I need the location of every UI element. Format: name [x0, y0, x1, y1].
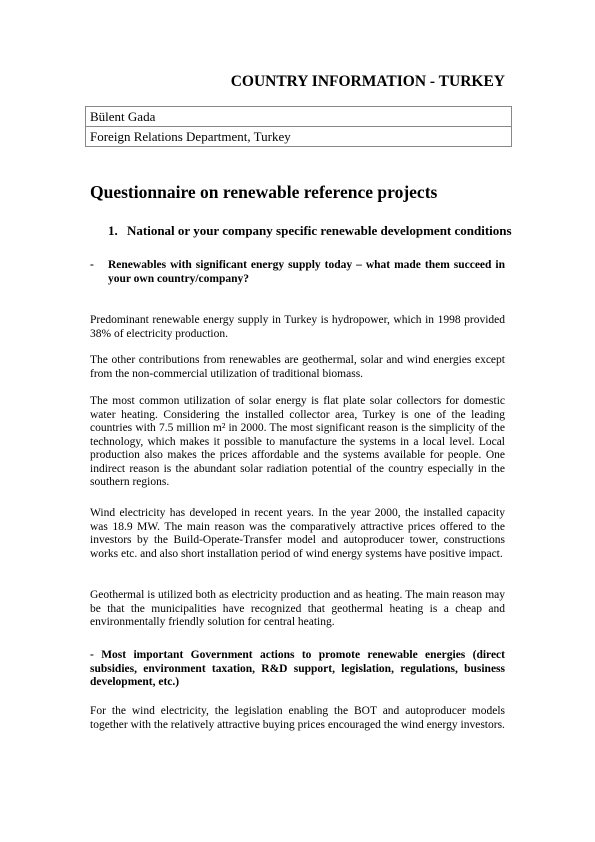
- paragraph-geothermal: Geothermal is utilized both as electricity production and as heating. The main reason may be that the municipalities have recognized that geothermal heating is a cheap and environmentally friendly solution for central heating.: [90, 589, 505, 628]
- section-title: National or your company specific renewable development conditions: [127, 223, 512, 238]
- paragraph-hydropower: Predominant renewable energy supply in Turkey is hydropower, which in 1998 provided 38% of electricity production.: [90, 314, 505, 340]
- question-text: Renewables with significant energy supply today – what made them succeed in your own country/company?: [108, 259, 505, 285]
- author-name: Bülent Gada: [90, 109, 156, 124]
- paragraph-wind: Wind electricity has developed in recent years. In the year 2000, the installed capacity was 18.9 MW. The main reason was the comparatively attractive prices offered to the investors by the Build-Operate-Transfer model and autoproducer tower, constructions works etc. and also short installation period of wind energy systems have positive impact.: [90, 507, 505, 560]
- document-title: COUNTRY INFORMATION - TURKEY: [230, 73, 505, 90]
- question-item: [90, 259, 505, 286]
- section-heading: [108, 223, 512, 239]
- paragraph-legislation: For the wind electricity, the legislation enabling the BOT and autoproducer models together with the relatively attractive buying prices encouraged the wind energy investors.: [90, 705, 505, 731]
- paragraph-other-renewables: The other contributions from renewables are geothermal, solar and wind energies except from the non-commercial utilization of traditional biomass.: [90, 354, 505, 380]
- author-affiliation: Foreign Relations Department, Turkey: [86, 126, 511, 146]
- section-number: 1.: [108, 223, 118, 238]
- paragraph-solar: The most common utilization of solar energy is flat plate solar collectors for domestic water heating. Considering the installed collector area, Turkey is one of the leading countries with 7.5 million m² in 2000. The most significant reason is the simplicity of the technology, which makes it possible to manufacture the systems in a local level. Local production also makes the prices affordable and the systems available for people. One indirect reason is the abundant solar radiation potential of the country especially in the southern regions.: [90, 395, 505, 488]
- question-dash: -: [90, 259, 94, 271]
- main-heading: Questionnaire on renewable reference projects: [90, 182, 438, 202]
- question-government-actions: - Most important Government actions to promote renewable energies (direct subsidies, environment taxation, R&D support, legislation, regulations, business development, etc.): [90, 649, 505, 688]
- author-box: [85, 106, 512, 147]
